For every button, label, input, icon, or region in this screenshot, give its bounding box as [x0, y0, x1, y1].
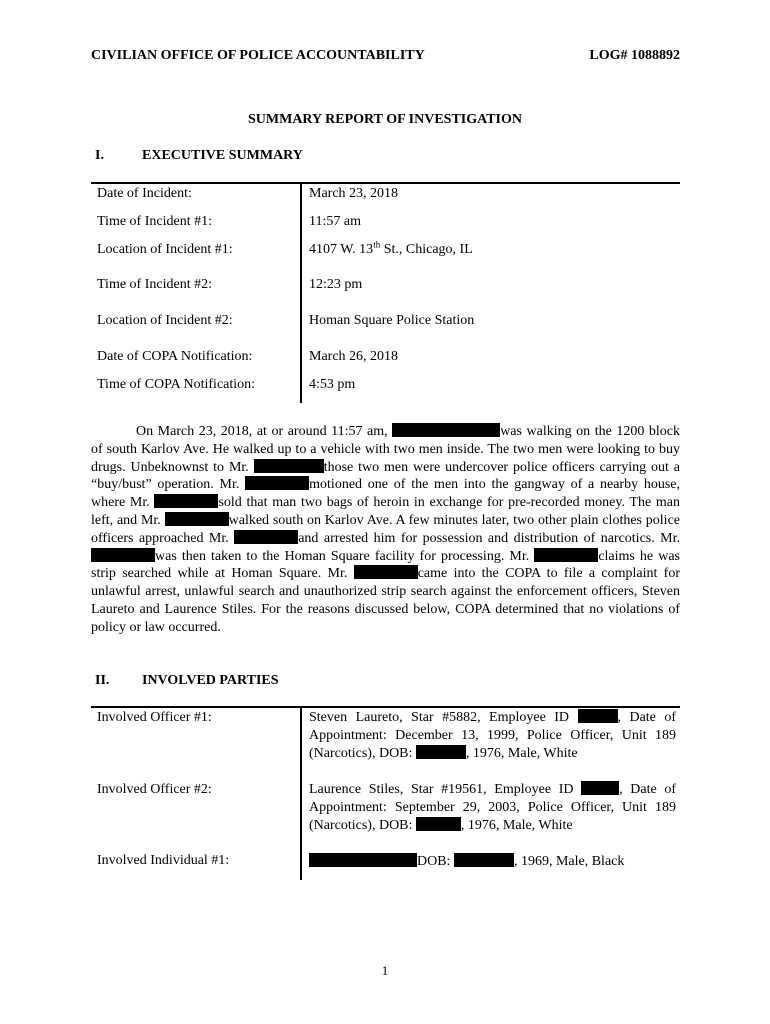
table-row-label: Time of COPA Notification:: [97, 377, 256, 392]
parties-table-divider: [300, 708, 302, 880]
table-row-label: Time of Incident #1:: [97, 214, 212, 229]
redaction-block: [392, 423, 500, 437]
table-row-label: Date of Incident:: [97, 186, 192, 201]
section-heading-executive-summary: [95, 148, 303, 164]
section-number: II.: [95, 673, 110, 688]
table-row-value: 12:23 pm: [309, 277, 363, 292]
header-log-number: LOG# 1088892: [589, 48, 680, 63]
redaction-block: [254, 459, 324, 473]
table-row-value: 11:57 am: [309, 214, 361, 229]
table-row-value: 4107 W. 13th St., Chicago, IL: [309, 239, 473, 257]
redaction-block: [581, 781, 619, 795]
table-row-label: Involved Individual #1:: [97, 853, 230, 868]
table-row-value: 4:53 pm: [309, 377, 356, 392]
section-number: I.: [95, 148, 104, 163]
executive-summary-paragraph: On March 23, 2018, at or around 11:57 am, was walking on the 1200 block of south Karlov Ave. He walked up to a vehicle with two men inside. The two men were looking to buy drugs. Unbeknownst to Mr. those two men were undercover police officers carrying out a “buy/bust” operation. Mr. motioned one of the men into the gangway of a nearby house, where Mr. sold that man two bags of heroin in exchange for pre-recorded money. The man left, and Mr. walked south on Karlov Ave. A few minutes later, two other plain clothes police officers approached Mr. and arrested him for possession and distribution of narcotics. Mr. was then taken to the Homan Square facility for processing. Mr. claims he was strip searched while at Homan Square. Mr. came into the COPA to file a complaint for unlawful arrest, unlawful search and unauthorized strip search against the enforcement officers, Steven Laureto and Laurence Stiles. For the reasons discussed below, COPA determined that no violations of policy or law occurred.: [91, 424, 681, 635]
table-row-value: Laurence Stiles, Star #19561, Employee ID , Date of Appointment: September 29, 2003, Police Officer, Unit 189 (Narcotics), DOB: , 1976, Male, White: [309, 782, 676, 833]
redaction-block: [534, 548, 598, 562]
table-row-value: DOB: , 1969, Male, Black: [309, 853, 676, 870]
table-row-value: March 26, 2018: [309, 349, 399, 364]
table-row-label: Location of Incident #1:: [97, 242, 233, 257]
table-row-value: March 23, 2018: [309, 186, 399, 201]
redaction-block: [454, 853, 514, 867]
table-row-label: Involved Officer #2:: [97, 782, 212, 797]
redaction-block: [154, 494, 218, 508]
redaction-block: [416, 817, 461, 831]
redaction-block: [91, 548, 155, 562]
redaction-block: [354, 565, 418, 579]
table-top-rule: [91, 182, 680, 184]
header-agency: CIVILIAN OFFICE OF POLICE ACCOUNTABILITY: [91, 48, 425, 63]
redaction-block: [309, 853, 417, 867]
redaction-block: [416, 745, 466, 759]
table-row-label: Involved Officer #1:: [97, 710, 212, 725]
redaction-block: [165, 512, 229, 526]
page-number: 1: [381, 963, 389, 978]
table-row-label: Date of COPA Notification:: [97, 349, 253, 364]
table-row-label: Location of Incident #2:: [97, 313, 233, 328]
section-title: EXECUTIVE SUMMARY: [142, 148, 303, 163]
report-title: SUMMARY REPORT OF INVESTIGATION: [248, 112, 522, 127]
table-row-value: Steven Laureto, Star #5882, Employee ID , Date of Appointment: December 13, 1999, Police Officer, Unit 189 (Narcotics), DOB: , 1976, Male, White: [309, 710, 677, 761]
parties-table-top-rule: [91, 706, 680, 708]
table-divider: [300, 184, 302, 403]
redaction-block: [245, 476, 309, 490]
section-title: INVOLVED PARTIES: [142, 673, 279, 688]
table-row-label: Time of Incident #2:: [97, 277, 212, 292]
redaction-block: [578, 709, 618, 723]
section-heading-involved-parties: [95, 673, 279, 689]
redaction-block: [234, 530, 298, 544]
table-row-value: Homan Square Police Station: [309, 313, 475, 328]
